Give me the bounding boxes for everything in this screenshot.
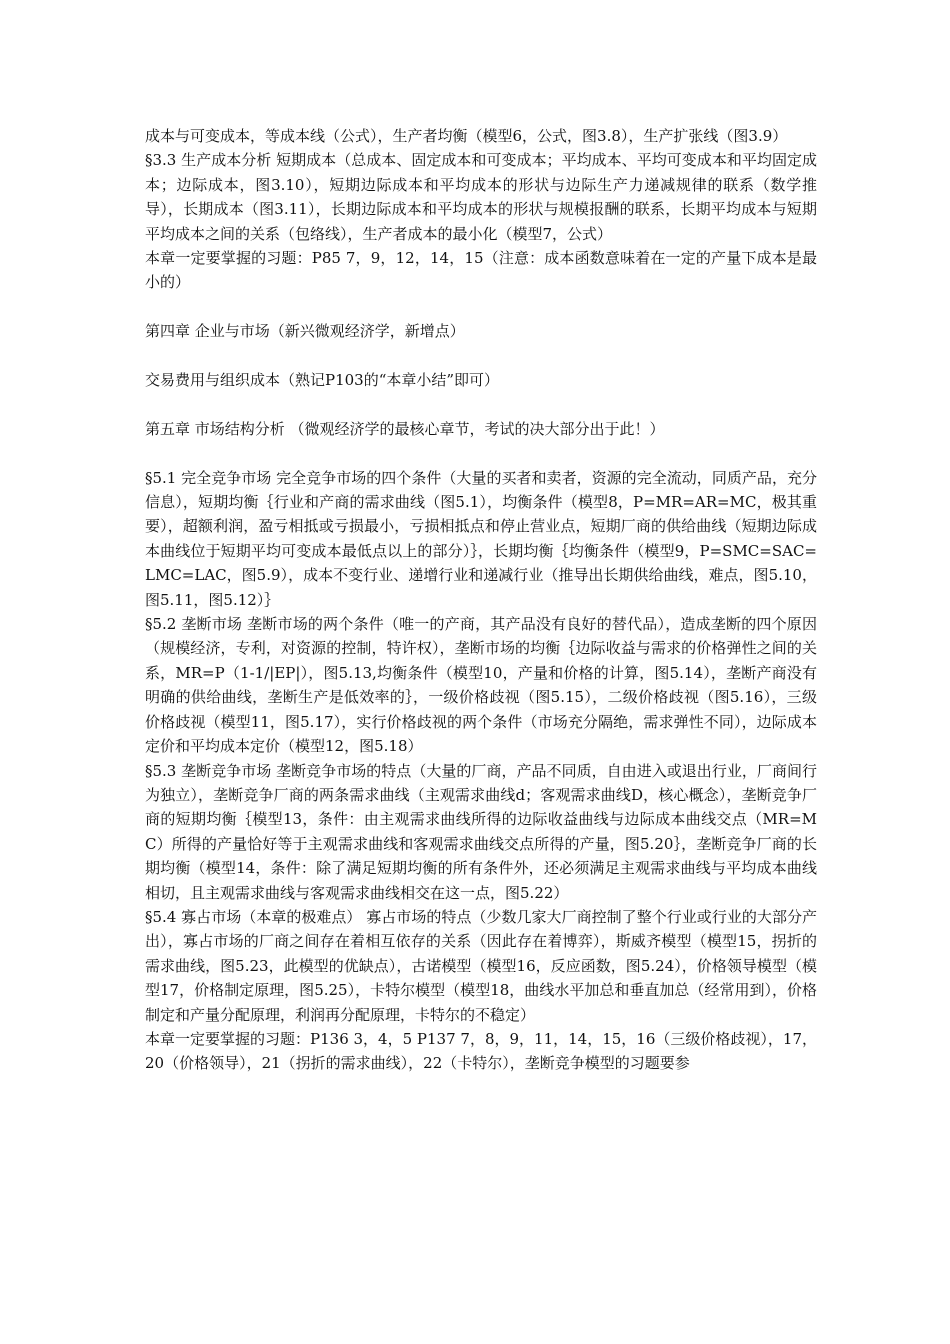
paragraph-cost-intro: 成本与可变成本，等成本线（公式），生产者均衡（模型6，公式，图3.8），生产扩张线（图3.9） [145,127,788,145]
chapter-5-heading: 第五章 市场结构分析 （微观经济学的最核心章节，考试的决大部分出于此！） [145,419,665,438]
paragraph-section-5-2: §5.2 垄断市场 垄断市场的两个条件（唯一的产商，其产品没有良好的替代品），造成垄断的四个原因（规模经济，专利，对资源的控制，特许权），垄断市场的均衡｛边际收益与需求的价格弹性之间的关系，MR=P（1-1/|EP|），图5.13,均衡条件（模型10，产量和价格的计算，图5.14），垄断产商没有明确的供给曲线，垄断生产是低效率的｝，一级价格歧视（图5.15），二级价格歧视（图5.16），三级价格歧视（模型11，图5.17），实行价格歧视的两个条件（市场充分隔绝，需求弹性不同），边际成本定价和平均成本定价（模型12，图5.18） [145,615,817,756]
paragraph-section-3-3: §3.3 生产成本分析 短期成本（总成本、固定成本和可变成本；平均成本、平均可变成本和平均固定成本；边际成本，图3.10），短期边际成本和平均成本的形状与边际生产力递减规律的联系（数学推导），长期成本（图3.11），长期边际成本和平均成本的形状与规模报酬的联系，长期平均成本与短期平均成本之间的关系（包络线），生产者成本的最小化（模型7，公式） [145,151,817,243]
paragraph-section-5-1: §5.1 完全竞争市场 完全竞争市场的四个条件（大量的买者和卖者，资源的完全流动，同质产品，充分信息），短期均衡｛行业和产商的需求曲线（图5.1），均衡条件（模型8，P=MR=AR=MC，极其重要），超额利润，盈亏相抵或亏损最小，亏损相抵点和停止营业点，短期厂商的供给曲线（短期边际成本曲线位于短期平均可变成本最低点以上的部分）｝，长期均衡｛均衡条件（模型9，P=SMC=SAC=LMC=LAC，图5.9），成本不变行业、递增行业和递减行业（推导出长期供给曲线，难点，图5.10，图5.11，图5.12）｝ [145,468,817,609]
paragraph-chapter5-exercises: 本章一定要掌握的习题：P136 3，4，5 P137 7，8，9，11，14，15，16（三级价格歧视），17，20（价格领导），21（拐折的需求曲线），22（卡特尔），垄断竞争模型的习题要参 [145,1029,817,1073]
blank-line [145,441,817,465]
paragraph-transaction-costs: 交易费用与组织成本（熟记P103的“本章小结”即可） [145,371,500,390]
paragraph-chapter3-exercises: 本章一定要掌握的习题：P85 7，9，12，14，15（注意：成本函数意味着在一定的产量下成本是最小的） [145,249,817,292]
paragraph-section-5-3: §5.3 垄断竞争市场 垄断竞争市场的特点（大量的厂商，产品不同质，自由进入或退出行业，厂商间行为独立），垄断竞争厂商的两条需求曲线（主观需求曲线d；客观需求曲线D，核心概念），垄断竞争厂商的短期均衡｛模型13，条件：由主观需求曲线所得的边际收益曲线与边际成本曲线交点（MR=MC）所得的产量恰好等于主观需求曲线和客观需求曲线交点所得的产量，图5.20｝，垄断竞争厂商的长期均衡（模型14，条件：除了满足短期均衡的所有条件外，还必须满足主观需求曲线与平均成本曲线相切，且主观需求曲线与客观需求曲线相交在这一点，图5.22） [145,761,817,902]
blank-line [145,392,817,416]
document-page [145,124,817,1076]
chapter-4-heading: 第四章 企业与市场（新兴微观经济学，新增点） [145,322,465,341]
blank-line [145,295,817,319]
blank-line [145,344,817,368]
paragraph-section-5-4: §5.4 寡占市场（本章的极难点） 寡占市场的特点（少数几家大厂商控制了整个行业或行业的大部分产出），寡占市场的厂商之间存在着相互依存的关系（因此存在着博弈），斯威齐模型（模型15，拐折的需求曲线，图5.23，此模型的优缺点），古诺模型（模型16，反应函数，图5.24），价格领导模型（模型17，价格制定原理，图5.25），卡特尔模型（模型18，曲线水平加总和垂直加总（经常用到），价格制定和产量分配原理，利润再分配原理，卡特尔的不稳定） [145,907,817,1024]
